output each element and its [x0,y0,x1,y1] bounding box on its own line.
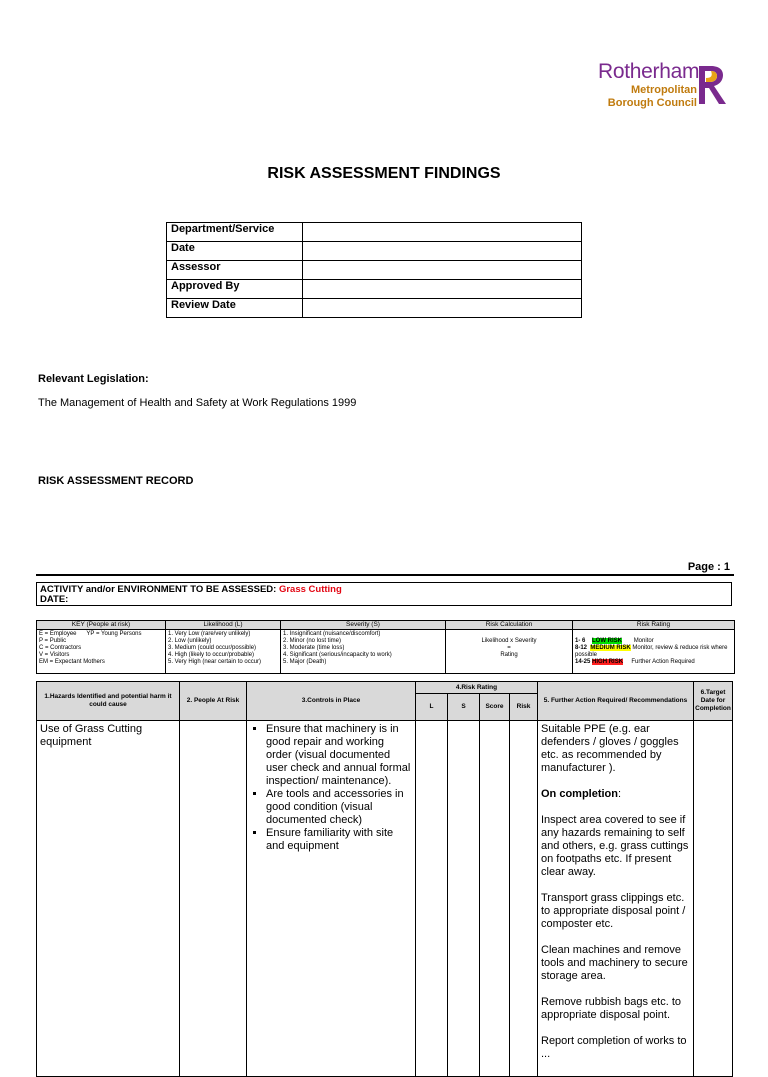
key-header-severity: Severity (S) [281,621,446,630]
key-header-rating: Risk Rating [573,621,735,630]
low-risk-badge: LOW RISK [592,638,623,644]
info-label: Approved By [167,280,303,299]
rating-range: 1- 6 [575,638,586,644]
key-likelihood-item: 3. Medium (could occur/possible) [168,645,257,651]
key-likelihood-item: 4. High (likely to occur/probable) [168,652,255,658]
risk-cell [510,721,538,1077]
info-value[interactable] [303,261,582,280]
key-header-likelihood: Likelihood (L) [166,621,281,630]
activity-box [36,582,732,606]
logo-line-2: Metropolitan [631,84,697,96]
header-score: Score [480,694,510,721]
legislation-text: The Management of Health and Safety at Work Regulations 1999 [38,397,357,409]
info-row [167,223,582,242]
info-value[interactable] [303,280,582,299]
logo-r-mark-icon [697,64,727,106]
key-severity-cell [281,630,446,674]
action-item: Clean machines and remove tools and machinery to secure storage area. [541,944,688,982]
key-likelihood-cell [166,630,281,674]
record-heading: RISK ASSESSMENT RECORD [38,475,194,487]
target-date-cell [694,721,733,1077]
rating-range: 14-25 [575,659,591,665]
people-cell [180,721,247,1077]
info-value[interactable] [303,299,582,318]
info-label: Review Date [167,299,303,318]
rating-action: Monitor [633,638,654,644]
info-row [167,242,582,261]
header-risk: Risk [510,694,538,721]
key-header-calc: Risk Calculation [446,621,573,630]
key-likelihood-item: 5. Very High (near certain to occur) [168,659,262,665]
on-completion-label: On completion [541,788,618,800]
key-people-item: E = Employee YP = Young Persons [39,631,142,637]
logo-line-1: Rotherham [598,60,700,83]
key-people-item: P = Public [39,638,67,644]
further-action-cell [538,721,694,1077]
key-people-item: EM = Expectant Mothers [39,659,105,665]
hazard-cell: Use of Grass Cutting equipment [37,721,180,1077]
key-likelihood-item: 2. Low (unlikely) [168,638,212,644]
key-calc-cell [446,630,573,674]
key-rating-cell [573,630,735,674]
action-item: Inspect area covered to see if any hazards remaining to self and others, e.g. grass cuttings on footpaths etc. If present clear away. [541,814,689,878]
header-s: S [448,694,480,721]
key-header-people: KEY (People at risk) [37,621,166,630]
info-label: Date [167,242,303,261]
rating-range: 8-12 [575,645,588,651]
action-item: Remove rubbish bags etc. to appropriate disposal point. [541,996,682,1021]
s-cell [448,721,480,1077]
page-number: Page : 1 [687,561,730,573]
activity-label: ACTIVITY and/or ENVIRONMENT TO BE ASSESSED: [40,584,279,595]
key-rating-row [575,659,732,666]
assessment-info-table [166,222,582,318]
document-title: RISK ASSESSMENT FINDINGS [267,165,501,182]
legislation-heading: Relevant Legislation: [38,373,149,385]
rating-action: Monitor, review & reduce risk where possible [575,645,728,658]
key-severity-item: 4. Significant (serious/incapacity to work) [283,652,392,658]
score-cell [480,721,510,1077]
header-risk-rating: 4.Risk Rating [416,682,538,694]
key-severity-item: 2. Minor (no lost time) [283,638,342,644]
activity-date-label: DATE: [40,594,69,605]
key-calc-line: Likelihood x Severity [481,638,537,644]
ppe-text: Suitable PPE (e.g. ear defenders / gloves / goggles etc. as recommended by manufacturer ). [541,723,679,774]
info-value[interactable] [303,223,582,242]
activity-value: Grass Cutting [278,584,342,595]
risk-assessment-table [36,681,733,1077]
on-completion-colon: : [618,788,622,800]
info-value[interactable] [303,242,582,261]
key-severity-item: 3. Moderate (time loss) [283,645,345,651]
info-row [167,261,582,280]
divider [36,574,734,576]
on-completion-heading [541,788,690,801]
control-item: ▪ Ensure familiarity with site and equipment [266,827,412,853]
key-rating-row [575,638,732,645]
header-further-action: 5. Further Action Required/ Recommendations [538,682,694,721]
table-row [37,721,733,1077]
action-item: Transport grass clippings etc. to appropriate disposal point / composter etc. [541,892,686,930]
risk-key-table [36,620,735,674]
info-label: Department/Service [167,223,303,242]
info-label: Assessor [167,261,303,280]
action-item: Report completion of works to ... [541,1035,687,1060]
rating-action: Further Action Required [631,659,695,665]
key-likelihood-item: 1. Very Low (rare/very unlikely) [168,631,251,637]
council-logo [596,60,731,110]
key-rating-row [575,645,732,659]
key-calc-line: Rating [500,652,518,658]
key-severity-item: 5. Major (Death) [283,659,327,665]
logo-line-3: Borough Council [607,97,697,109]
key-calc-line: = [507,645,511,651]
high-risk-badge: HIGH RISK [592,659,624,665]
key-severity-item: 1. Insignificant (nuisance/discomfort) [283,631,381,637]
control-item: ▪ Ensure that machinery is in good repair and working order (visual documented user check and annual formal inspection/ maintenance). [266,723,412,788]
header-controls: 3.Controls in Place [247,682,416,721]
info-row [167,299,582,318]
key-people-cell [37,630,166,674]
info-row [167,280,582,299]
key-people-item: V = Visitors [39,652,70,658]
controls-cell [247,721,416,1077]
control-item: ▪ Are tools and accessories in good condition (visual documented check) [266,788,412,827]
key-people-item: C = Contractors [39,645,82,651]
header-l: L [416,694,448,721]
header-people: 2. People At Risk [180,682,247,721]
header-hazards: 1.Hazards Identified and potential harm it could cause [37,682,180,721]
l-cell [416,721,448,1077]
medium-risk-badge: MEDIUM RISK [590,645,631,651]
header-target-date: 6.Target Date for Completion [694,682,733,721]
